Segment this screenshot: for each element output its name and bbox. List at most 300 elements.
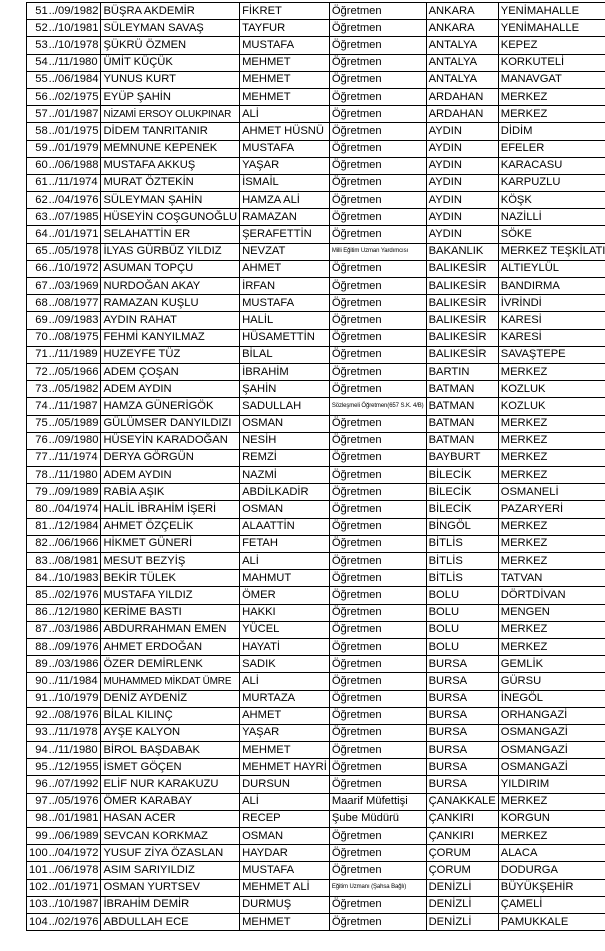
title-cell: Öğretmen bbox=[329, 54, 426, 71]
row-number-cell: 83 bbox=[27, 553, 49, 570]
row-number-cell: 79 bbox=[27, 484, 49, 501]
title-cell: Öğretmen bbox=[329, 449, 426, 466]
full-name-cell: FEHMİ KANYILMAZ bbox=[101, 329, 240, 346]
title-cell: Öğretmen bbox=[329, 776, 426, 793]
table-row bbox=[27, 690, 605, 707]
row-number-cell: 64 bbox=[27, 226, 49, 243]
full-name-cell: DENİZ AYDENİZ bbox=[101, 690, 240, 707]
district-cell: GÜRSU bbox=[498, 673, 605, 690]
table-row bbox=[27, 638, 605, 655]
birth-date-cell: ../12/1955 bbox=[49, 759, 101, 776]
row-number-cell: 72 bbox=[27, 363, 49, 380]
row-number-cell: 67 bbox=[27, 278, 49, 295]
birth-date-cell: ../01/1971 bbox=[49, 879, 101, 896]
title-cell: Öğretmen bbox=[329, 71, 426, 88]
province-cell: BALIKESİR bbox=[426, 260, 498, 277]
birth-date-cell: ../01/1987 bbox=[49, 106, 101, 123]
district-cell: EFELER bbox=[498, 140, 605, 157]
row-number-cell: 54 bbox=[27, 54, 49, 71]
row-number-cell: 100 bbox=[27, 845, 49, 862]
table-row bbox=[27, 37, 605, 54]
full-name-cell: İLYAS GÜRBÜZ YILDIZ bbox=[101, 243, 240, 260]
full-name-cell: DERYA GÖRGÜN bbox=[101, 449, 240, 466]
full-name-cell: ÖZER DEMİRLENK bbox=[101, 656, 240, 673]
district-cell: OSMANGAZİ bbox=[498, 724, 605, 741]
father-name-cell: RECEP bbox=[240, 810, 330, 827]
table-row bbox=[27, 415, 605, 432]
title-cell: Öğretmen bbox=[329, 312, 426, 329]
province-cell: BİTLİS bbox=[426, 553, 498, 570]
district-cell: İNEGÖL bbox=[498, 690, 605, 707]
father-name-cell: MAHMUT bbox=[240, 570, 330, 587]
province-cell: BALIKESİR bbox=[426, 295, 498, 312]
full-name-cell: ÖMER KARABAY bbox=[101, 793, 240, 810]
father-name-cell: MEHMET bbox=[240, 913, 330, 930]
father-name-cell: MURTAZA bbox=[240, 690, 330, 707]
district-cell: MERKEZ bbox=[498, 467, 605, 484]
title-cell: Öğretmen bbox=[329, 157, 426, 174]
table-row bbox=[27, 209, 605, 226]
title-cell: Öğretmen bbox=[329, 432, 426, 449]
row-number-cell: 66 bbox=[27, 260, 49, 277]
table-row bbox=[27, 742, 605, 759]
district-cell: KOZLUK bbox=[498, 398, 605, 415]
title-cell: Öğretmen bbox=[329, 467, 426, 484]
table-row bbox=[27, 243, 605, 260]
district-cell: ALTIEYLÜL bbox=[498, 260, 605, 277]
title-cell: Öğretmen bbox=[329, 381, 426, 398]
table-row bbox=[27, 621, 605, 638]
full-name-cell: ŞÜKRÜ ÖZMEN bbox=[101, 37, 240, 54]
row-number-cell: 55 bbox=[27, 71, 49, 88]
birth-date-cell: ../08/1977 bbox=[49, 295, 101, 312]
province-cell: BATMAN bbox=[426, 398, 498, 415]
province-cell: ANTALYA bbox=[426, 37, 498, 54]
district-cell: ALACA bbox=[498, 845, 605, 862]
province-cell: BOLU bbox=[426, 587, 498, 604]
table-row bbox=[27, 879, 605, 896]
table-row bbox=[27, 260, 605, 277]
table-row bbox=[27, 449, 605, 466]
father-name-cell: MUSTAFA bbox=[240, 37, 330, 54]
table-row bbox=[27, 793, 605, 810]
title-cell: Öğretmen bbox=[329, 363, 426, 380]
title-cell: Öğretmen bbox=[329, 621, 426, 638]
table-row bbox=[27, 295, 605, 312]
full-name-cell: EYÜP ŞAHİN bbox=[101, 88, 240, 105]
district-cell: KOZLUK bbox=[498, 381, 605, 398]
father-name-cell: SADIK bbox=[240, 656, 330, 673]
table-row bbox=[27, 810, 605, 827]
table-row bbox=[27, 88, 605, 105]
province-cell: AYDIN bbox=[426, 226, 498, 243]
table-row bbox=[27, 381, 605, 398]
father-name-cell: BİLAL bbox=[240, 346, 330, 363]
row-number-cell: 88 bbox=[27, 638, 49, 655]
birth-date-cell: ../09/1976 bbox=[49, 638, 101, 655]
table-row bbox=[27, 346, 605, 363]
father-name-cell: NESİH bbox=[240, 432, 330, 449]
birth-date-cell: ../03/1969 bbox=[49, 278, 101, 295]
province-cell: BATMAN bbox=[426, 415, 498, 432]
father-name-cell: ÖMER bbox=[240, 587, 330, 604]
district-cell: TATVAN bbox=[498, 570, 605, 587]
full-name-cell: AYDIN RAHAT bbox=[101, 312, 240, 329]
full-name-cell: MURAT ÖZTEKİN bbox=[101, 174, 240, 191]
district-cell: ÇAMELİ bbox=[498, 896, 605, 913]
father-name-cell: MEHMET ALİ bbox=[240, 879, 330, 896]
district-cell: MERKEZ bbox=[498, 828, 605, 845]
birth-date-cell: ../11/1987 bbox=[49, 398, 101, 415]
full-name-cell: AYŞE KALYON bbox=[101, 724, 240, 741]
full-name-cell: MESUT BEZYİŞ bbox=[101, 553, 240, 570]
full-name-cell: MUSTAFA YILDIZ bbox=[101, 587, 240, 604]
father-name-cell: ALİ bbox=[240, 553, 330, 570]
birth-date-cell: ../02/1976 bbox=[49, 587, 101, 604]
province-cell: BURSA bbox=[426, 673, 498, 690]
district-cell: OSMANGAZİ bbox=[498, 742, 605, 759]
full-name-cell: ASUMAN TOPÇU bbox=[101, 260, 240, 277]
birth-date-cell: ../08/1976 bbox=[49, 707, 101, 724]
district-cell: MERKEZ bbox=[498, 535, 605, 552]
title-cell: Öğretmen bbox=[329, 415, 426, 432]
full-name-cell: HÜSEYİN COŞGUNOĞLU bbox=[101, 209, 240, 226]
table-row bbox=[27, 776, 605, 793]
table-body bbox=[27, 3, 605, 931]
row-number-cell: 70 bbox=[27, 329, 49, 346]
district-cell: YILDIRIM bbox=[498, 776, 605, 793]
birth-date-cell: ../05/1978 bbox=[49, 243, 101, 260]
title-cell: Öğretmen bbox=[329, 106, 426, 123]
father-name-cell: NEVZAT bbox=[240, 243, 330, 260]
table-row bbox=[27, 828, 605, 845]
birth-date-cell: ../05/1982 bbox=[49, 381, 101, 398]
row-number-cell: 86 bbox=[27, 604, 49, 621]
birth-date-cell: ../06/1988 bbox=[49, 157, 101, 174]
province-cell: ÇANKIRI bbox=[426, 828, 498, 845]
row-number-cell: 93 bbox=[27, 724, 49, 741]
birth-date-cell: ../11/1980 bbox=[49, 742, 101, 759]
father-name-cell: SADULLAH bbox=[240, 398, 330, 415]
full-name-cell: HİKMET GÜNERİ bbox=[101, 535, 240, 552]
province-cell: ANTALYA bbox=[426, 54, 498, 71]
title-cell: Öğretmen bbox=[329, 604, 426, 621]
province-cell: ÇANKIRI bbox=[426, 810, 498, 827]
district-cell: DİDİM bbox=[498, 123, 605, 140]
province-cell: BURSA bbox=[426, 656, 498, 673]
father-name-cell: DURSUN bbox=[240, 776, 330, 793]
district-cell: DODURGA bbox=[498, 862, 605, 879]
row-number-cell: 71 bbox=[27, 346, 49, 363]
full-name-cell: ÜMİT KÜÇÜK bbox=[101, 54, 240, 71]
full-name-cell: HUZEYFE TÜZ bbox=[101, 346, 240, 363]
table-row bbox=[27, 724, 605, 741]
table-row bbox=[27, 553, 605, 570]
row-number-cell: 81 bbox=[27, 518, 49, 535]
table-row bbox=[27, 123, 605, 140]
title-cell: Öğretmen bbox=[329, 690, 426, 707]
row-number-cell: 65 bbox=[27, 243, 49, 260]
title-cell: Milli Eğitim Uzman Yardımcısı bbox=[329, 243, 426, 260]
birth-date-cell: ../10/1981 bbox=[49, 20, 101, 37]
district-cell: KARESİ bbox=[498, 329, 605, 346]
full-name-cell: HASAN ACER bbox=[101, 810, 240, 827]
district-cell: PAMUKKALE bbox=[498, 913, 605, 930]
row-number-cell: 104 bbox=[27, 913, 49, 930]
birth-date-cell: ../08/1975 bbox=[49, 329, 101, 346]
father-name-cell: HAKKI bbox=[240, 604, 330, 621]
title-cell: Sözleşmeli Öğretmen(657 S.K. 4/B) bbox=[329, 398, 426, 415]
birth-date-cell: ../09/1980 bbox=[49, 432, 101, 449]
province-cell: BURSA bbox=[426, 742, 498, 759]
table-row bbox=[27, 845, 605, 862]
father-name-cell: MUSTAFA bbox=[240, 295, 330, 312]
province-cell: BAYBURT bbox=[426, 449, 498, 466]
full-name-cell: OSMAN YURTSEV bbox=[101, 879, 240, 896]
district-cell: MERKEZ bbox=[498, 449, 605, 466]
title-cell: Öğretmen bbox=[329, 828, 426, 845]
row-number-cell: 62 bbox=[27, 192, 49, 209]
province-cell: ARDAHAN bbox=[426, 88, 498, 105]
father-name-cell: MEHMET HAYRİ bbox=[240, 759, 330, 776]
district-cell: DÖRTDİVAN bbox=[498, 587, 605, 604]
full-name-cell: NİZAMİ ERSOY OLUKPINAR bbox=[101, 106, 240, 123]
father-name-cell: İBRAHİM bbox=[240, 363, 330, 380]
district-cell: MERKEZ bbox=[498, 638, 605, 655]
table-row bbox=[27, 707, 605, 724]
title-cell: Öğretmen bbox=[329, 535, 426, 552]
title-cell: Eğitim Uzmanı (Şahsa Bağlı) bbox=[329, 879, 426, 896]
row-number-cell: 63 bbox=[27, 209, 49, 226]
full-name-cell: YUNUS KURT bbox=[101, 71, 240, 88]
title-cell: Öğretmen bbox=[329, 209, 426, 226]
district-cell: MERKEZ bbox=[498, 363, 605, 380]
row-number-cell: 94 bbox=[27, 742, 49, 759]
full-name-cell: RAMAZAN KUŞLU bbox=[101, 295, 240, 312]
province-cell: BURSA bbox=[426, 759, 498, 776]
birth-date-cell: ../10/1987 bbox=[49, 896, 101, 913]
province-cell: AYDIN bbox=[426, 174, 498, 191]
title-cell: Öğretmen bbox=[329, 845, 426, 862]
full-name-cell: AHMET ÖZÇELİK bbox=[101, 518, 240, 535]
father-name-cell: HÜSAMETTİN bbox=[240, 329, 330, 346]
table-row bbox=[27, 3, 605, 20]
province-cell: ANKARA bbox=[426, 3, 498, 20]
row-number-cell: 74 bbox=[27, 398, 49, 415]
birth-date-cell: ../08/1981 bbox=[49, 553, 101, 570]
table-row bbox=[27, 518, 605, 535]
father-name-cell: MEHMET bbox=[240, 742, 330, 759]
row-number-cell: 101 bbox=[27, 862, 49, 879]
title-cell: Öğretmen bbox=[329, 88, 426, 105]
district-cell: KARESİ bbox=[498, 312, 605, 329]
province-cell: BATMAN bbox=[426, 432, 498, 449]
full-name-cell: ELİF NUR KARAKUZU bbox=[101, 776, 240, 793]
title-cell: Öğretmen bbox=[329, 346, 426, 363]
full-name-cell: BİLAL KILINÇ bbox=[101, 707, 240, 724]
table-row bbox=[27, 71, 605, 88]
father-name-cell: ABDİLKADİR bbox=[240, 484, 330, 501]
province-cell: BURSA bbox=[426, 776, 498, 793]
full-name-cell: SÜLEYMAN SAVAŞ bbox=[101, 20, 240, 37]
title-cell: Şube Müdürü bbox=[329, 810, 426, 827]
title-cell: Öğretmen bbox=[329, 329, 426, 346]
row-number-cell: 84 bbox=[27, 570, 49, 587]
title-cell: Öğretmen bbox=[329, 192, 426, 209]
district-cell: SAVAŞTEPE bbox=[498, 346, 605, 363]
father-name-cell: HAYATİ bbox=[240, 638, 330, 655]
title-cell: Öğretmen bbox=[329, 20, 426, 37]
birth-date-cell: ../01/1981 bbox=[49, 810, 101, 827]
table-row bbox=[27, 673, 605, 690]
table-row bbox=[27, 759, 605, 776]
title-cell: Öğretmen bbox=[329, 759, 426, 776]
table-row bbox=[27, 106, 605, 123]
table-row bbox=[27, 363, 605, 380]
title-cell: Öğretmen bbox=[329, 295, 426, 312]
row-number-cell: 77 bbox=[27, 449, 49, 466]
father-name-cell: ALİ bbox=[240, 106, 330, 123]
title-cell: Öğretmen bbox=[329, 742, 426, 759]
title-cell: Öğretmen bbox=[329, 570, 426, 587]
row-number-cell: 103 bbox=[27, 896, 49, 913]
birth-date-cell: ../12/1984 bbox=[49, 518, 101, 535]
district-cell: KORKUTELİ bbox=[498, 54, 605, 71]
birth-date-cell: ../04/1974 bbox=[49, 501, 101, 518]
row-number-cell: 92 bbox=[27, 707, 49, 724]
full-name-cell: KERİME BASTI bbox=[101, 604, 240, 621]
father-name-cell: MUSTAFA bbox=[240, 862, 330, 879]
full-name-cell: MUHAMMED MİKDAT ÜMRE bbox=[101, 673, 240, 690]
birth-date-cell: ../03/1986 bbox=[49, 656, 101, 673]
title-cell: Öğretmen bbox=[329, 501, 426, 518]
table-row bbox=[27, 157, 605, 174]
title-cell: Öğretmen bbox=[329, 278, 426, 295]
province-cell: ÇORUM bbox=[426, 862, 498, 879]
birth-date-cell: ../11/1974 bbox=[49, 449, 101, 466]
father-name-cell: İSMAİL bbox=[240, 174, 330, 191]
table-row bbox=[27, 587, 605, 604]
birth-date-cell: ../01/1979 bbox=[49, 140, 101, 157]
province-cell: AYDIN bbox=[426, 123, 498, 140]
full-name-cell: HÜSEYİN KARADOĞAN bbox=[101, 432, 240, 449]
father-name-cell: ŞERAFETTİN bbox=[240, 226, 330, 243]
row-number-cell: 82 bbox=[27, 535, 49, 552]
table-row bbox=[27, 896, 605, 913]
title-cell: Öğretmen bbox=[329, 707, 426, 724]
row-number-cell: 59 bbox=[27, 140, 49, 157]
province-cell: BURSA bbox=[426, 724, 498, 741]
full-name-cell: YUSUF ZİYA ÖZASLAN bbox=[101, 845, 240, 862]
birth-date-cell: ../09/1989 bbox=[49, 484, 101, 501]
province-cell: BURSA bbox=[426, 690, 498, 707]
district-cell: MERKEZ TEŞKİLATI bbox=[498, 243, 605, 260]
title-cell: Öğretmen bbox=[329, 140, 426, 157]
province-cell: ÇANAKKALE bbox=[426, 793, 498, 810]
full-name-cell: ASIM SARIYILDIZ bbox=[101, 862, 240, 879]
title-cell: Öğretmen bbox=[329, 3, 426, 20]
title-cell: Öğretmen bbox=[329, 587, 426, 604]
father-name-cell: ALİ bbox=[240, 793, 330, 810]
district-cell: KARPUZLU bbox=[498, 174, 605, 191]
birth-date-cell: ../04/1972 bbox=[49, 845, 101, 862]
table-row bbox=[27, 432, 605, 449]
table-row bbox=[27, 535, 605, 552]
row-number-cell: 90 bbox=[27, 673, 49, 690]
full-name-cell: MUSTAFA AKKUŞ bbox=[101, 157, 240, 174]
title-cell: Maarif Müfettişi bbox=[329, 793, 426, 810]
table-row bbox=[27, 570, 605, 587]
district-cell: MANAVGAT bbox=[498, 71, 605, 88]
table-row bbox=[27, 501, 605, 518]
province-cell: BATMAN bbox=[426, 381, 498, 398]
birth-date-cell: ../05/1989 bbox=[49, 415, 101, 432]
district-cell: BÜYÜKŞEHİR bbox=[498, 879, 605, 896]
father-name-cell: HALİL bbox=[240, 312, 330, 329]
father-name-cell: MEHMET bbox=[240, 88, 330, 105]
birth-date-cell: ../09/1982 bbox=[49, 3, 101, 20]
district-cell: İVRİNDİ bbox=[498, 295, 605, 312]
district-cell: YENİMAHALLE bbox=[498, 20, 605, 37]
father-name-cell: MEHMET bbox=[240, 54, 330, 71]
province-cell: ANKARA bbox=[426, 20, 498, 37]
full-name-cell: ABDULLAH ECE bbox=[101, 913, 240, 930]
province-cell: BALIKESİR bbox=[426, 278, 498, 295]
province-cell: BOLU bbox=[426, 638, 498, 655]
father-name-cell: AHMET bbox=[240, 707, 330, 724]
birth-date-cell: ../03/1986 bbox=[49, 621, 101, 638]
father-name-cell: YAŞAR bbox=[240, 724, 330, 741]
birth-date-cell: ../06/1978 bbox=[49, 862, 101, 879]
table-row bbox=[27, 656, 605, 673]
district-cell: MERKEZ bbox=[498, 553, 605, 570]
father-name-cell: FETAH bbox=[240, 535, 330, 552]
father-name-cell: MUSTAFA bbox=[240, 140, 330, 157]
full-name-cell: ABDURRAHMAN EMEN bbox=[101, 621, 240, 638]
table-row bbox=[27, 604, 605, 621]
province-cell: BURSA bbox=[426, 707, 498, 724]
province-cell: BALIKESİR bbox=[426, 329, 498, 346]
province-cell: AYDIN bbox=[426, 209, 498, 226]
province-cell: BAKANLIK bbox=[426, 243, 498, 260]
full-name-cell: BİROL BAŞDABAK bbox=[101, 742, 240, 759]
birth-date-cell: ../11/1980 bbox=[49, 54, 101, 71]
title-cell: Öğretmen bbox=[329, 913, 426, 930]
father-name-cell: NAZMİ bbox=[240, 467, 330, 484]
birth-date-cell: ../11/1974 bbox=[49, 174, 101, 191]
province-cell: ÇORUM bbox=[426, 845, 498, 862]
father-name-cell: OSMAN bbox=[240, 501, 330, 518]
birth-date-cell: ../06/1984 bbox=[49, 71, 101, 88]
province-cell: AYDIN bbox=[426, 192, 498, 209]
table-row bbox=[27, 862, 605, 879]
row-number-cell: 51 bbox=[27, 3, 49, 20]
birth-date-cell: ../01/1975 bbox=[49, 123, 101, 140]
father-name-cell: YAŞAR bbox=[240, 157, 330, 174]
table-row bbox=[27, 484, 605, 501]
district-cell: MERKEZ bbox=[498, 621, 605, 638]
title-cell: Öğretmen bbox=[329, 174, 426, 191]
full-name-cell: MEMNUNE KEPENEK bbox=[101, 140, 240, 157]
row-number-cell: 95 bbox=[27, 759, 49, 776]
father-name-cell: AHMET HÜSNÜ bbox=[240, 123, 330, 140]
title-cell: Öğretmen bbox=[329, 518, 426, 535]
district-cell: MERKEZ bbox=[498, 415, 605, 432]
full-name-cell: ADEM AYDIN bbox=[101, 381, 240, 398]
row-number-cell: 68 bbox=[27, 295, 49, 312]
row-number-cell: 76 bbox=[27, 432, 49, 449]
title-cell: Öğretmen bbox=[329, 656, 426, 673]
